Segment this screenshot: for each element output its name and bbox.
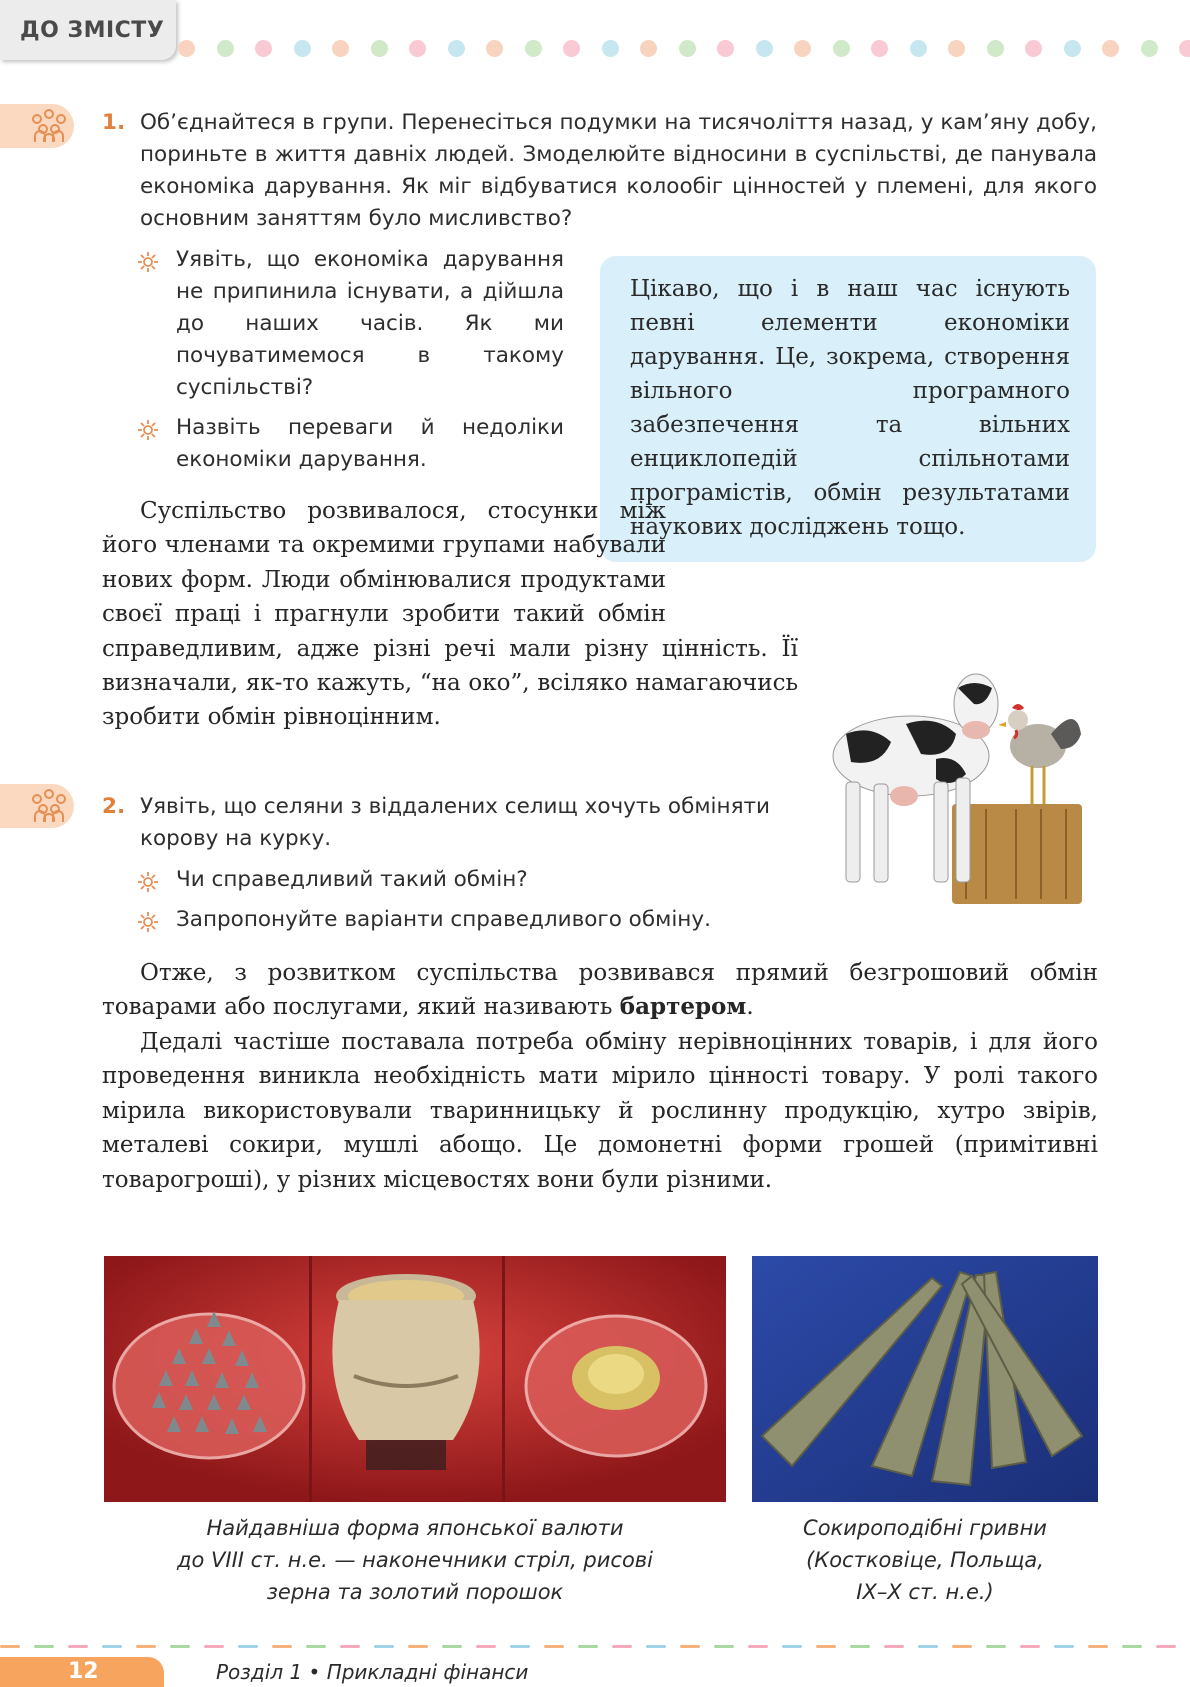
footer-dash — [68, 1645, 88, 1648]
footer-dash — [374, 1645, 394, 1648]
task-1-bullet-1-text: Уявіть, що економіка дарування не припинила існувати, а дійшла до наших часів. Як ми почуватимемося в такому суспільстві? — [176, 247, 564, 400]
axe-hryvnias-caption — [752, 1512, 1098, 1608]
decorative-dot — [987, 40, 1004, 57]
footer-dash — [408, 1645, 428, 1648]
footer-dash — [986, 1645, 1006, 1648]
measure-paragraph-text: Дедалі частіше поставала потреба обміну нерівноцінних товарів, і для його проведення виникла необхідність мати мірило цінності товару. У ролі такого мірила використовували тваринницьку й рослинну продукцію, хутро звірів, металеві сокири, мушлі абощо. Це домонетні форми грошей (примітивні товарогроші), у різних місцевостях вони були різними. — [102, 1029, 1098, 1193]
footer-dash — [850, 1645, 870, 1648]
footer-dash — [340, 1645, 360, 1648]
footer-dash — [238, 1645, 258, 1648]
decorative-dot — [1064, 40, 1081, 57]
sun-bullet-icon — [138, 912, 158, 932]
decorative-dot — [332, 40, 349, 57]
sun-bullet-icon — [138, 252, 158, 272]
decorative-dot — [794, 40, 811, 57]
footer-dash — [204, 1645, 224, 1648]
sun-bullet-icon — [138, 420, 158, 440]
society-paragraph-text: Суспільство розвивалося, стосунки між його членами та окремими групами набували нових форм. Люди обмінювалися продуктами своєї праці і прагнули зробити такий обмін справедливим, адже різні речі мали різну цінність. Її визначали, як-то кажуть, “на око”, всіляко намагаючись зробити обмін рівноцінним. — [102, 498, 798, 731]
decorative-dot — [948, 40, 965, 57]
footer-dash — [680, 1645, 700, 1648]
task-2-number: 2. — [102, 794, 126, 819]
footer-dash — [306, 1645, 326, 1648]
footer-dash — [510, 1645, 530, 1648]
decorative-dot — [294, 40, 311, 57]
footer-dash — [102, 1645, 122, 1648]
decorative-dot — [563, 40, 580, 57]
measure-paragraph — [102, 1025, 1098, 1197]
footer-dash — [782, 1645, 802, 1648]
decorative-dots — [170, 40, 1190, 58]
decorative-dot — [371, 40, 388, 57]
decorative-dot — [717, 40, 734, 57]
footer-dash — [816, 1645, 836, 1648]
footer-dash — [578, 1645, 598, 1648]
sun-bullet-icon — [138, 872, 158, 892]
cow-and-hen-illustration — [826, 664, 1090, 910]
footer-dash — [1156, 1645, 1176, 1648]
barter-paragraph-text: Отже, з розвитком суспільства розвивався прямий безгрошовий обмін товарами або послугами, який називають — [102, 960, 1098, 1021]
caption-line: до VIII ст. н.е. — наконечники стріл, рисові — [176, 1548, 654, 1572]
caption-line: IX–X ст. н.е.) — [856, 1580, 994, 1604]
group-work-badge — [0, 784, 74, 828]
task-2 — [102, 791, 802, 855]
decorative-dot — [871, 40, 888, 57]
footer-dash — [748, 1645, 768, 1648]
footer-dash — [544, 1645, 564, 1648]
footer-dash — [612, 1645, 632, 1648]
footer-dash — [476, 1645, 496, 1648]
decorative-dot — [910, 40, 927, 57]
decorative-dot — [1141, 40, 1158, 57]
decorative-dot — [409, 40, 426, 57]
decorative-dot — [602, 40, 619, 57]
footer-dash — [918, 1645, 938, 1648]
caption-line: (Костковіце, Польща, — [806, 1548, 1044, 1572]
footer-dash — [1122, 1645, 1142, 1648]
task-2-bullet-1 — [138, 864, 778, 896]
task-2-bullet-2-text: Запропонуйте варіанти справедливого обміну. — [176, 907, 711, 932]
group-work-icon — [30, 108, 68, 144]
task-2-text: Уявіть, що селяни з віддалених селищ хочуть обміняти корову на курку. — [140, 794, 771, 851]
task-1-bullet-2 — [138, 412, 564, 476]
caption-line: Найдавніша форма японської валюти — [206, 1516, 624, 1540]
footer-dash — [884, 1645, 904, 1648]
decorative-dot — [1025, 40, 1042, 57]
decorative-dot — [1102, 40, 1119, 57]
decorative-dot — [217, 40, 234, 57]
footer-dash — [0, 1645, 20, 1648]
footer-dashed-divider — [0, 1645, 1190, 1649]
callout-text: Цікаво, що і в наш час існують певні елементи економіки дарування. Це, зокрема, створення вільного програмного забезпечення та вільних енциклопедій спільнотами програмістів, обмін результатами наукових досліджень тощо. — [630, 276, 1070, 540]
footer-dash — [646, 1645, 666, 1648]
footer-dash — [1088, 1645, 1108, 1648]
group-work-badge — [0, 104, 74, 148]
japan-currency-caption — [104, 1512, 726, 1608]
decorative-dot — [1179, 40, 1190, 57]
task-1 — [102, 107, 1097, 235]
decorative-dot — [486, 40, 503, 57]
task-1-bullet-2-text: Назвіть переваги й недоліки економіки дарування. — [176, 415, 564, 472]
decorative-dot — [448, 40, 465, 57]
group-work-icon — [30, 788, 68, 824]
back-to-contents-button[interactable] — [0, 0, 176, 60]
decorative-dot — [525, 40, 542, 57]
decorative-dot — [640, 40, 657, 57]
back-to-contents-label: ДО ЗМІСТУ — [20, 17, 165, 43]
barter-term: бартером — [619, 993, 747, 1021]
decorative-dot — [756, 40, 773, 57]
axe-shaped-hryvnias-photo — [752, 1256, 1098, 1502]
society-paragraph — [102, 494, 798, 735]
task-2-bullet-1-text: Чи справедливий такий обмін? — [176, 867, 528, 892]
footer-dash — [1054, 1645, 1074, 1648]
page-number-text: 12 — [68, 1659, 99, 1684]
decorative-dot — [833, 40, 850, 57]
decorative-dot — [679, 40, 696, 57]
footer-dash — [170, 1645, 190, 1648]
task-1-bullet-1 — [138, 244, 564, 404]
section-title: Розділ 1 • Прикладні фінанси — [216, 1660, 529, 1684]
caption-line: зерна та золотий порошок — [266, 1580, 564, 1604]
decorative-dot — [178, 40, 195, 57]
footer-dash — [34, 1645, 54, 1648]
task-1-number: 1. — [102, 110, 126, 135]
footer-dash — [272, 1645, 292, 1648]
footer-dash — [1020, 1645, 1040, 1648]
barter-paragraph-end: . — [746, 994, 754, 1021]
footer-dash — [714, 1645, 734, 1648]
footer-dash — [136, 1645, 156, 1648]
arrowheads-rice-gold-photo — [104, 1256, 726, 1502]
task-1-text: Об’єднайтеся в групи. Перенесіться подумки на тисячоліття назад, у кам’яну добу, пориньте в життя давніх людей. Змоделюйте відносини в суспільстві, де панувала економіка дарування. Як міг відбуватися колообіг цінностей у племені, для якого основним заняттям було мисливство? — [140, 110, 1097, 231]
footer-dash — [952, 1645, 972, 1648]
footer-dash — [442, 1645, 462, 1648]
decorative-dot — [255, 40, 272, 57]
caption-line: Сокироподібні гривни — [803, 1516, 1047, 1540]
task-2-bullet-2 — [138, 904, 778, 936]
barter-paragraph — [102, 956, 1098, 1025]
